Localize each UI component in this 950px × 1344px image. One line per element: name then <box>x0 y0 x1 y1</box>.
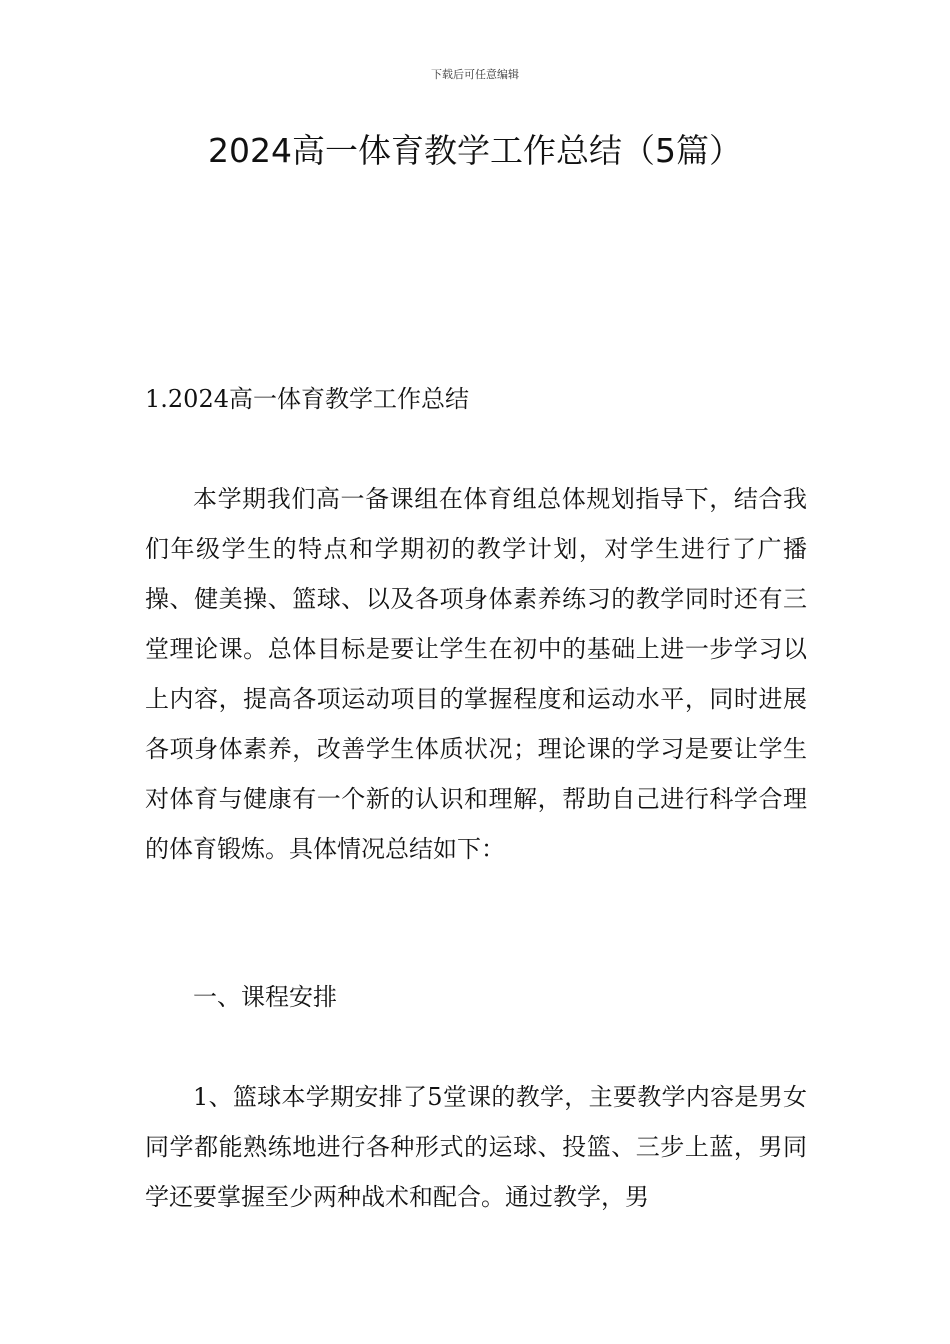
document-title: 2024高一体育教学工作总结（5篇） <box>208 131 742 170</box>
intro-paragraph: 本学期我们高一备课组在体育组总体规划指导下，结合我们年级学生的特点和学期初的教学计划，对学生进行了广播操、健美操、篮球、以及各项身体素养练习的教学同时还有三堂理论课。总体目标是要让学生在初中的基础上进一步学习以上内容，提高各项运动项目的掌握程度和运动水平，同时进展各项身体素养，改善学生体质状况；理论课的学习是要让学生对体育与健康有一个新的认识和理解，帮助自己进行科学合理的体育锻炼。具体情况总结如下： <box>145 485 807 863</box>
page-header-note: 下载后可任意编辑 <box>431 68 519 81</box>
section-heading: 1.2024高一体育教学工作总结 <box>145 385 469 413</box>
course-arrangement-heading: 一、课程安排 <box>193 983 337 1011</box>
basketball-paragraph: 1、篮球本学期安排了5堂课的教学，主要教学内容是男女同学都能熟练地进行各种形式的运球、投篮、三步上蓝，男同学还要掌握至少两种战术和配合。通过教学，男 <box>145 1083 807 1211</box>
